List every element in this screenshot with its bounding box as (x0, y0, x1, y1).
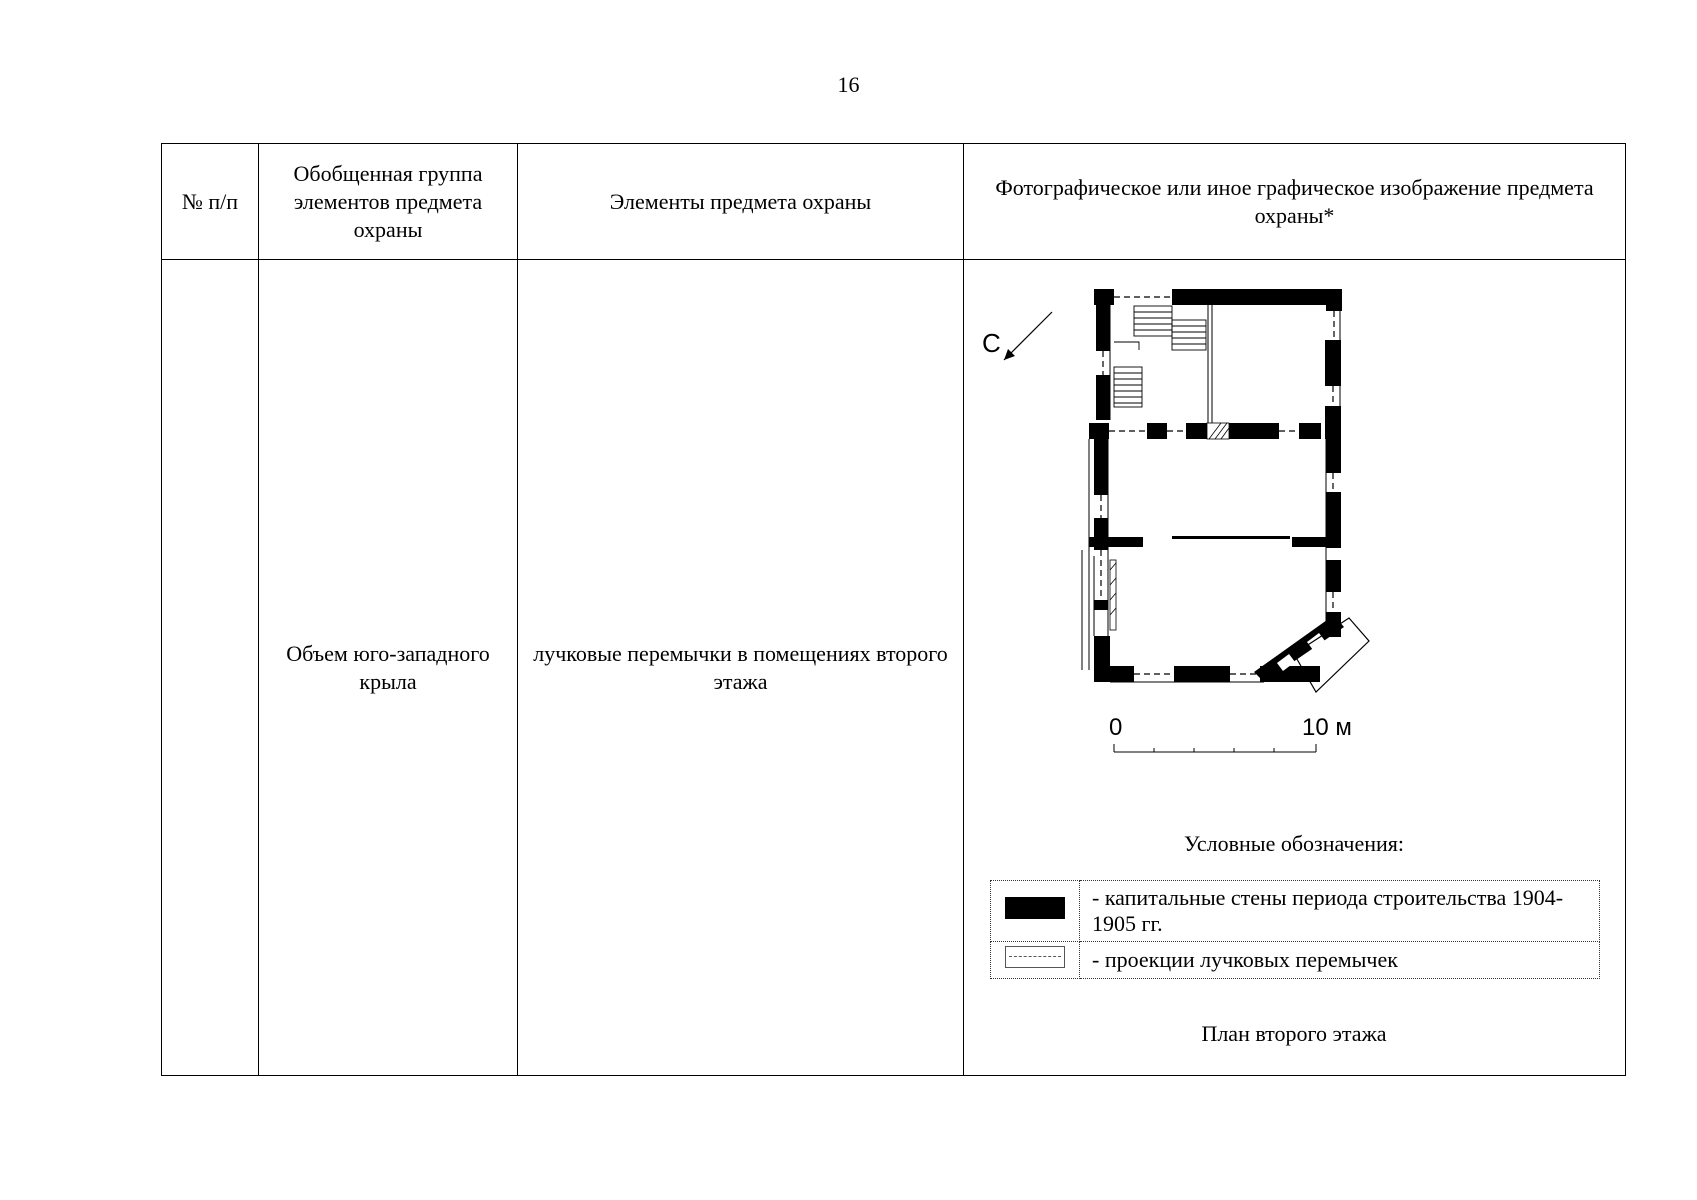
legend-row (991, 942, 1600, 979)
staircase-icon (1114, 306, 1206, 407)
legend-table (990, 880, 1600, 979)
preservation-table (161, 143, 1626, 1076)
header-group: Обобщенная группа элементов предмета охраны (259, 144, 518, 260)
plan-outlines (1082, 305, 1340, 682)
legend-swatch (991, 942, 1080, 979)
legend-row (991, 881, 1600, 942)
legend-text: - капитальные стены периода строительства 1904-1905 гг. (1080, 881, 1600, 942)
header-elements: Элементы предмета охраны (518, 144, 964, 260)
lintel-projections (1101, 297, 1334, 674)
figure (964, 260, 1624, 1075)
hatched-sections (1110, 423, 1229, 630)
scale-start-label: 0 (1109, 714, 1123, 741)
north-label: С (982, 328, 1001, 358)
legend-swatch (991, 881, 1080, 942)
scale-bar (1114, 744, 1316, 752)
dashed-lintel-swatch-icon (1005, 946, 1065, 968)
north-arrow-icon (982, 312, 1052, 360)
header-row (162, 144, 1626, 260)
legend-text: - проекции лучковых перемычек (1080, 942, 1600, 979)
scale-end-label: 10 м (1302, 714, 1352, 741)
capital-walls (1089, 289, 1342, 682)
cell-group: Объем юго-западного крыла (259, 260, 518, 1076)
plan-caption: План второго этажа (1201, 1021, 1387, 1046)
cell-number (162, 260, 259, 1076)
solid-wall-swatch-icon (1005, 897, 1065, 919)
table-row (162, 260, 1626, 1076)
cell-elements: лучковые перемычки в помещениях второго этажа (518, 260, 964, 1076)
legend-title: Условные обозначения: (1183, 831, 1405, 856)
header-image: Фотографическое или иное графическое изображение предмета охраны* (964, 144, 1626, 260)
header-number: № п/п (162, 144, 259, 260)
cell-figure (964, 260, 1626, 1076)
page-number: 16 (837, 72, 860, 97)
floor-plan (964, 260, 1624, 820)
